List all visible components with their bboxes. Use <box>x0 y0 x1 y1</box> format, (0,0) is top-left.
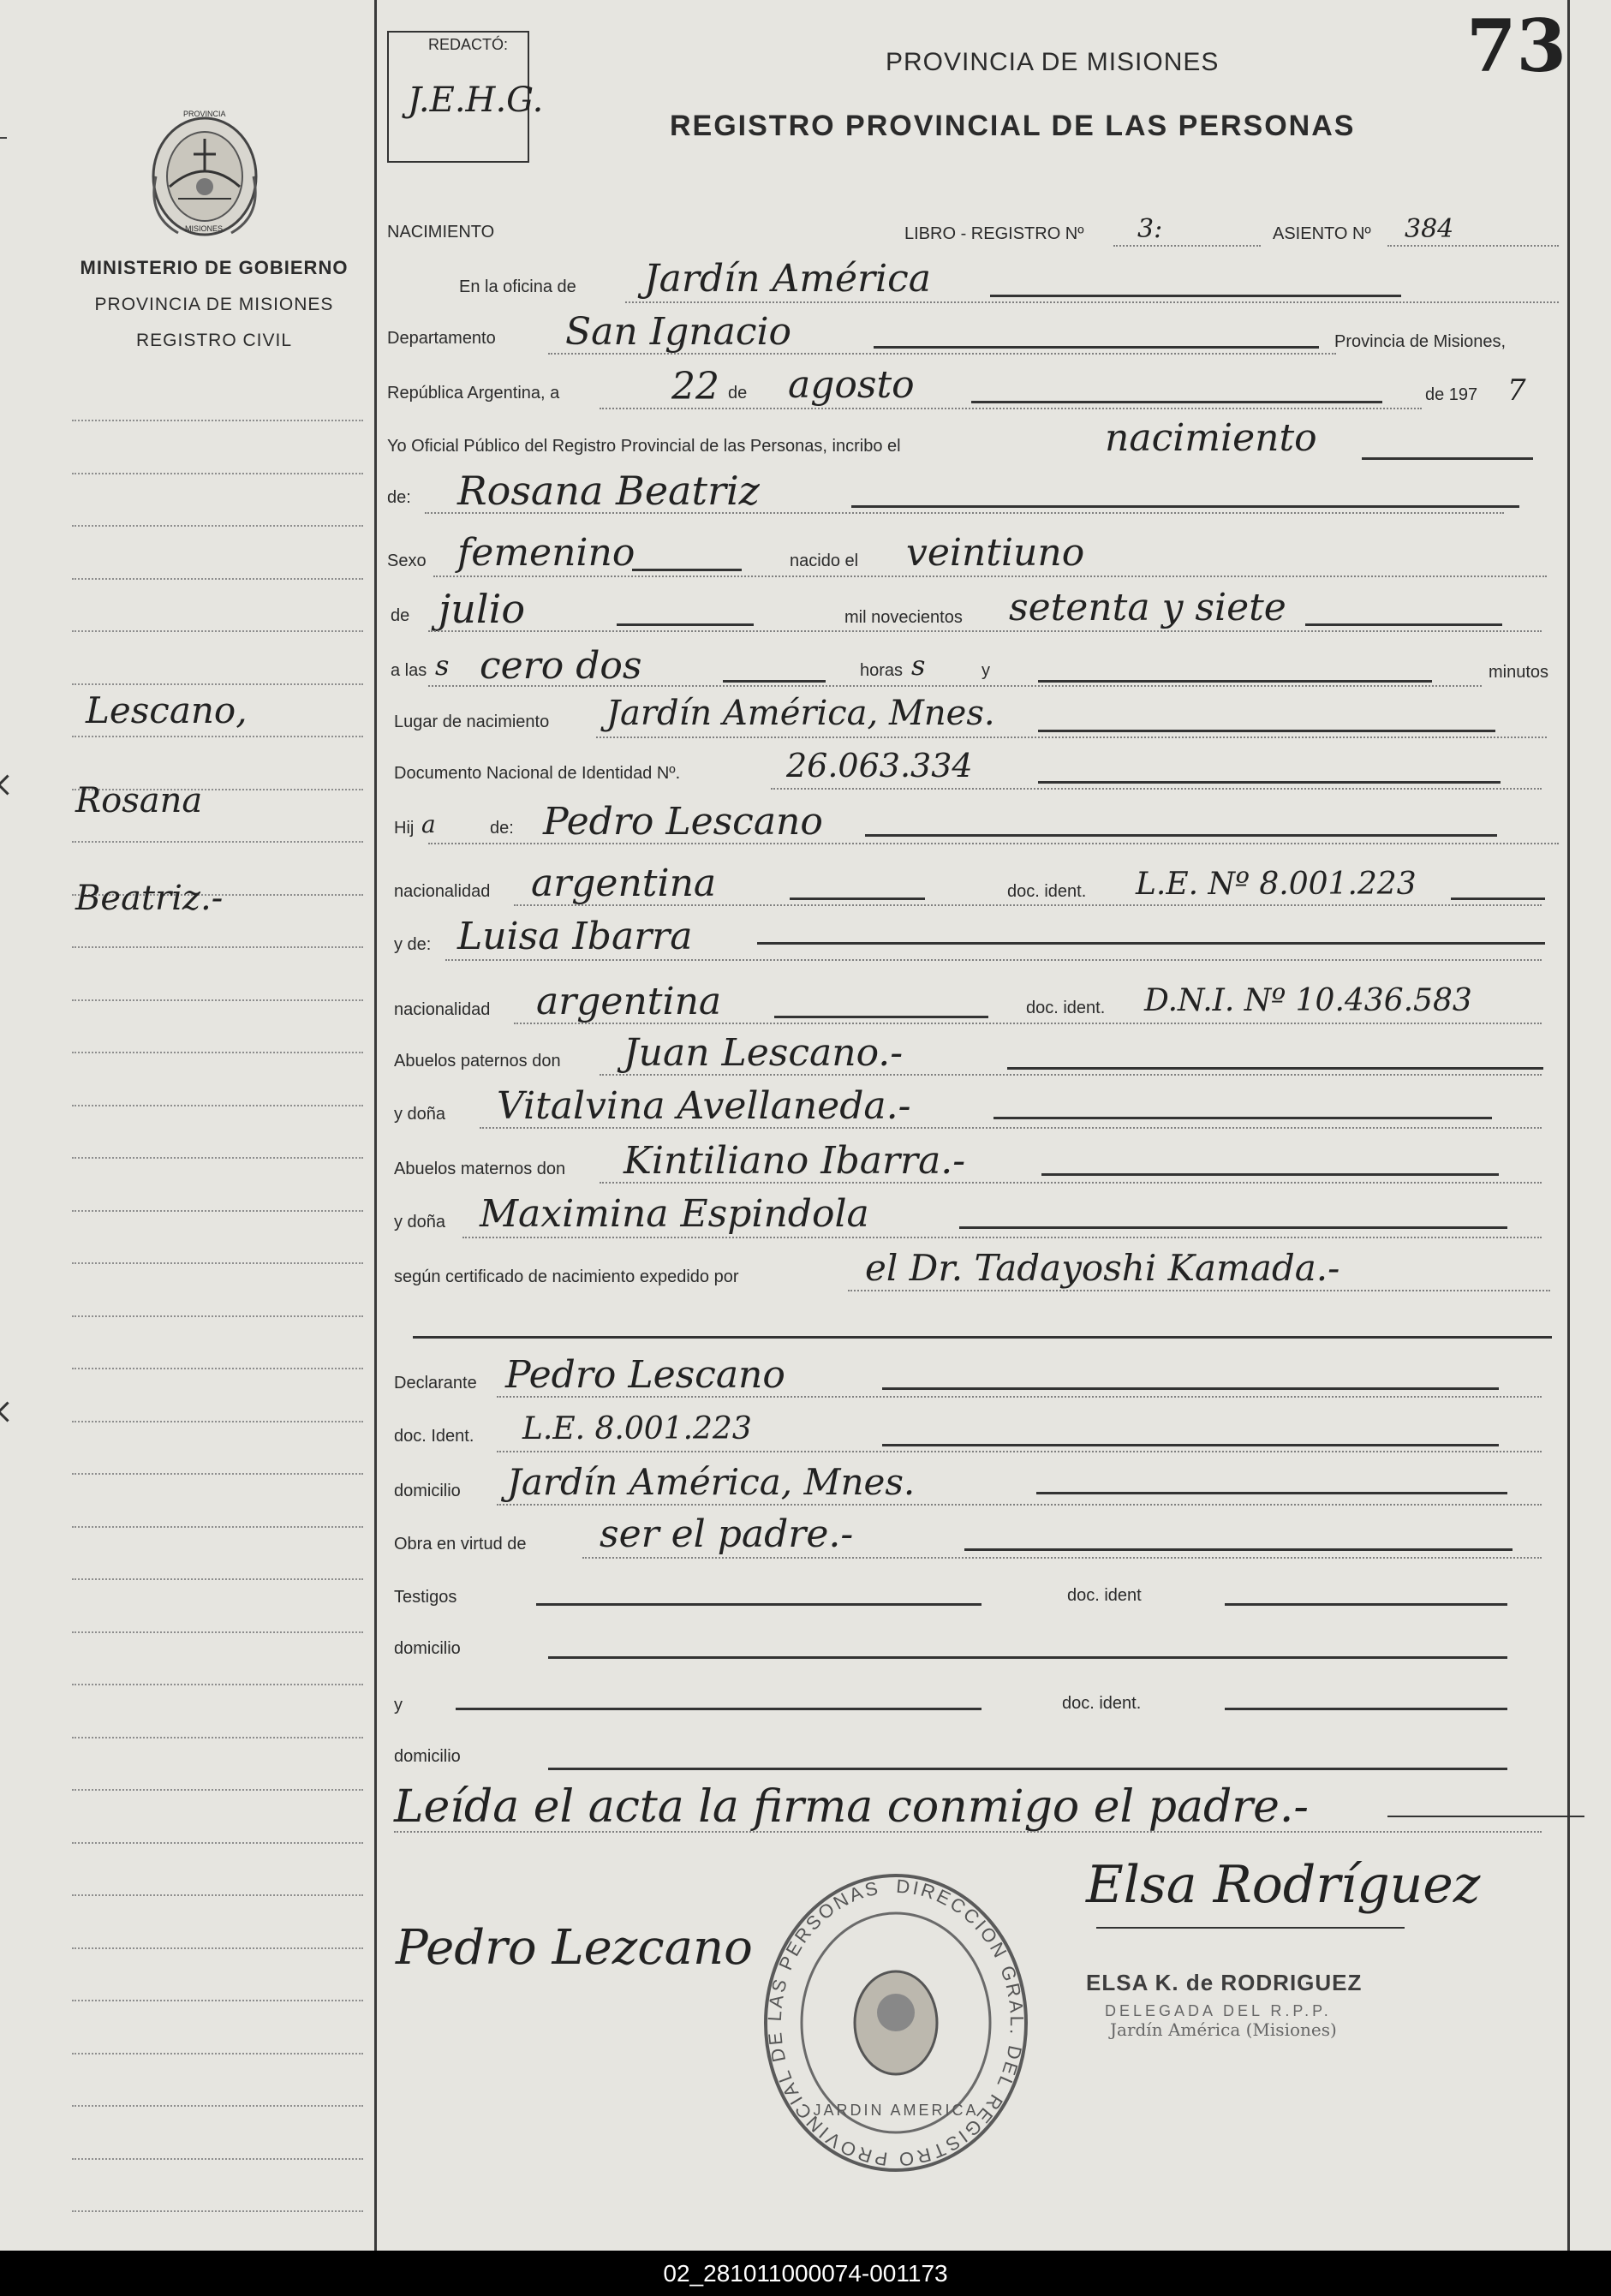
obra-line <box>582 1557 1542 1559</box>
nac-madre-value: argentina <box>536 980 722 1023</box>
domicilio-dash <box>1036 1492 1507 1494</box>
sexo-value: femenino <box>457 531 635 575</box>
oval-registry-stamp <box>759 1867 1033 2175</box>
testigos-label: Testigos <box>394 1588 457 1607</box>
libro-label: LIBRO - REGISTRO Nº <box>904 224 1084 243</box>
doc-padre-value: L.E. Nº 8.001.223 <box>1136 867 1417 902</box>
ab-pat-dona-line <box>480 1127 1542 1129</box>
edge-tick <box>0 137 7 139</box>
sexo-label: Sexo <box>387 552 427 570</box>
footer-id: 02_281011000074-001173 <box>0 2251 1611 2296</box>
departamento-label: Departamento <box>387 329 496 348</box>
ab-mat-value: Kintiliano Ibarra.- <box>624 1139 966 1183</box>
ab-mat-dona-value: Maximina Espindola <box>480 1192 869 1236</box>
margin-row-line <box>72 1789 363 1791</box>
dni-value: 26.063.334 <box>786 747 973 784</box>
margin-row-line <box>72 1157 363 1159</box>
seal-ring-bottom: MISIONES <box>185 224 224 233</box>
oficina-line <box>625 301 1559 303</box>
obra-value: ser el padre.- <box>600 1512 854 1556</box>
closing-statement: Leída el acta la firma conmigo el padre.- <box>394 1781 1310 1833</box>
y2-doc-dash <box>1225 1708 1507 1710</box>
nac-madre-label: nacionalidad <box>394 1000 491 1019</box>
official-signature: Elsa Rodríguez <box>1086 1855 1481 1915</box>
hora-line <box>428 685 1482 687</box>
ab-pat-dona-dash <box>993 1117 1492 1119</box>
ydona2-label: y doña <box>394 1213 446 1231</box>
margin-row-line <box>72 999 363 1001</box>
doc-madre-label: doc. ident. <box>1026 999 1106 1017</box>
margin-row-line <box>72 1315 363 1317</box>
docident-dash <box>882 1444 1499 1446</box>
closing-line <box>394 1831 1542 1833</box>
declarante-value: Pedro Lescano <box>505 1353 785 1397</box>
docident-label: doc. Ident. <box>394 1427 474 1446</box>
yo-value: nacimiento <box>1105 416 1317 460</box>
horas-label: horas <box>860 661 904 680</box>
lugar-line <box>596 737 1547 738</box>
minutos-dash <box>1038 680 1432 683</box>
doc-madre-value: D.N.I. Nº 10.436.583 <box>1144 983 1472 1018</box>
declarante-line <box>497 1396 1542 1398</box>
oval-stamp-ring-text: DIRECCION GRAL. DEL REGISTRO PROVINCIAL DE LAS PERSONAS <box>763 1875 1028 2171</box>
hijo-label: Hij <box>394 819 415 838</box>
nombre-line <box>425 512 1504 514</box>
margin-surname: Lescano, <box>86 689 248 731</box>
oficina-label: En la oficina de <box>459 277 576 296</box>
seal-ring-top: PROVINCIA <box>183 110 226 118</box>
yo-dash <box>1362 457 1533 460</box>
de3-label: de <box>391 606 410 625</box>
dni-label: Documento Nacional de Identidad Nº. <box>394 764 681 783</box>
lugar-dash <box>1038 730 1495 732</box>
hijo-suffix: a <box>421 810 436 838</box>
margin-row-line <box>72 2000 363 2001</box>
asiento-value: 384 <box>1405 214 1454 244</box>
margin-row-line <box>72 2105 363 2107</box>
mes-value: agosto <box>788 363 915 407</box>
y-label: y <box>982 661 990 680</box>
header-province: PROVINCIA DE MISIONES <box>886 48 1220 76</box>
ab-pat-line <box>600 1074 1542 1076</box>
declarante-dash <box>882 1387 1499 1390</box>
ab-pat-value: Juan Lescano.- <box>624 1031 904 1075</box>
registro-civil-label: REGISTRO CIVIL <box>135 331 293 350</box>
cert-line <box>848 1290 1550 1291</box>
departamento-line <box>548 353 1336 355</box>
margin-row-line <box>72 841 363 843</box>
margin-row-line <box>72 1473 363 1475</box>
yde-label: y de: <box>394 935 432 954</box>
margin-row-line <box>72 525 363 527</box>
margin-row-line <box>72 1578 363 1580</box>
margin-row-line <box>72 630 363 632</box>
padre-value: Pedro Lescano <box>543 800 823 844</box>
domicilio-line <box>497 1504 1542 1506</box>
asiento-label: ASIENTO Nº <box>1273 224 1371 243</box>
republica-line <box>600 408 1422 409</box>
libro-line <box>1113 245 1261 247</box>
margin-row-line <box>72 946 363 948</box>
lugar-value: Jardín América, Mnes. <box>606 694 995 733</box>
margin-row-line <box>72 1526 363 1528</box>
cert-label: según certificado de nacimiento expedido por <box>394 1267 739 1286</box>
madre-line <box>445 959 1542 961</box>
yo-label: Yo Oficial Público del Registro Provincial de las Personas, incribo el <box>387 437 901 456</box>
margin-row-line <box>72 1842 363 1844</box>
de4-label: de: <box>490 819 514 838</box>
margin-row-line <box>72 473 363 474</box>
margin-name-1: Rosana <box>75 781 203 820</box>
padre-dash <box>865 834 1497 837</box>
closing-underline <box>1387 1816 1584 1817</box>
nombre-dash <box>851 505 1519 508</box>
domicilio2-label: domicilio <box>394 1639 461 1658</box>
sexo-dash <box>632 569 742 571</box>
mes-nac-line <box>428 630 1542 632</box>
padre-line <box>428 843 1559 844</box>
nac-padre-label: nacionalidad <box>394 882 491 901</box>
margin-row-line <box>72 2210 363 2212</box>
record-title: NACIMIENTO <box>387 223 495 242</box>
de2-label: de: <box>387 488 411 507</box>
ab-mat-line <box>600 1182 1542 1184</box>
margin-row-line <box>72 578 363 580</box>
asiento-line <box>1387 245 1559 247</box>
ab-pat-dona-value: Vitalvina Avellaneda.- <box>497 1084 911 1128</box>
ab-mat-dona-dash <box>959 1226 1507 1229</box>
lugar-label: Lugar de nacimiento <box>394 713 550 731</box>
official-signature-line <box>1096 1927 1405 1929</box>
margin-name-2: Beatriz.- <box>75 879 224 918</box>
departamento-dash <box>874 346 1319 349</box>
anio-digit: 7 <box>1507 373 1526 408</box>
madre-value: Luisa Ibarra <box>457 915 693 958</box>
redacto-box <box>387 31 544 163</box>
government-seal <box>144 104 266 242</box>
margin-row-line <box>72 1368 363 1369</box>
nac-madre-line <box>514 1023 1542 1024</box>
cert-dash-2 <box>413 1336 1552 1339</box>
dni-dash <box>1038 781 1501 784</box>
horas-suffix: s <box>911 649 926 682</box>
ab-mat-label: Abuelos maternos don <box>394 1160 566 1178</box>
stamp-name: ELSA K. de RODRIGUEZ <box>1086 1970 1363 1995</box>
margin-row-line <box>72 1737 363 1738</box>
doc-padre-label: doc. ident. <box>1007 882 1087 901</box>
margin-row-line <box>72 1684 363 1685</box>
obra-dash <box>964 1548 1513 1551</box>
anio-nac-value: setenta y siete <box>1009 586 1286 629</box>
obra-label: Obra en virtud de <box>394 1535 527 1554</box>
ydona-label: y doña <box>394 1105 446 1124</box>
margin-row-line <box>72 1947 363 1949</box>
domicilio-value: Jardín América, Mnes. <box>507 1461 916 1503</box>
nacido-label: nacido el <box>790 552 859 570</box>
margin-row-line <box>72 736 363 737</box>
margin-row-line <box>72 1210 363 1212</box>
cert-value: el Dr. Tadayoshi Kamada.- <box>865 1247 1340 1289</box>
domicilio-label: domicilio <box>394 1482 461 1500</box>
anio-label: de 197 <box>1425 385 1478 404</box>
ab-pat-label: Abuelos paternos don <box>394 1052 561 1070</box>
margin-row-line <box>72 1052 363 1053</box>
declarante-signature: Pedro Lezcano <box>396 1920 753 1976</box>
y2-label: y <box>394 1696 403 1715</box>
dia-value: 22 <box>671 365 719 409</box>
de-label: de <box>728 384 748 403</box>
doc-ident-label-3: doc. ident. <box>1062 1694 1142 1713</box>
nacido-value: veintiuno <box>906 531 1085 575</box>
ministry-label: MINISTERIO DE GOBIERNO <box>80 257 349 278</box>
oval-stamp-center-text: JARDIN AMERICA <box>813 2102 979 2119</box>
doc-padre-dash <box>1451 898 1545 900</box>
madre-dash <box>757 942 1545 945</box>
testigos-doc-dash <box>1225 1603 1507 1606</box>
margin-bracket-mark-2 <box>0 1401 18 1422</box>
a-las-label: a las <box>391 661 427 680</box>
republica-label: República Argentina, a <box>387 384 560 403</box>
sexo-line <box>433 575 1547 577</box>
testigos-dash <box>536 1603 982 1606</box>
redacto-initials: J.E.H.G. <box>408 81 544 120</box>
anio-nac-dash <box>1305 623 1502 626</box>
docident-line <box>497 1451 1542 1452</box>
nombre-value: Rosana Beatriz <box>457 468 760 514</box>
oficina-value: Jardín América <box>644 257 931 301</box>
redacto-label: REDACTÓ: <box>428 36 509 53</box>
republica-dash <box>971 401 1382 403</box>
nac-madre-dash <box>774 1016 988 1018</box>
margin-row-line <box>72 2158 363 2160</box>
libro-value: 3: <box>1137 214 1163 244</box>
nac-padre-dash <box>790 898 925 900</box>
hora-dash <box>723 680 826 683</box>
margin-row-line <box>72 1262 363 1264</box>
page-number: 73 <box>1466 3 1566 88</box>
departamento-value: San Ignacio <box>565 310 792 354</box>
minutos-label: minutos <box>1489 663 1549 682</box>
margin-row-line <box>72 1631 363 1633</box>
mes-nac-dash <box>617 623 754 626</box>
stamp-title: DELEGADA DEL R.P.P. <box>1105 2002 1332 2019</box>
header-registry: REGISTRO PROVINCIAL DE LAS PERSONAS <box>670 110 1356 142</box>
hora-value: cero dos <box>480 644 642 688</box>
margin-bracket-mark <box>0 774 18 795</box>
domicilio2-dash <box>548 1656 1507 1659</box>
docident-value: L.E. 8.001.223 <box>522 1411 752 1446</box>
ab-pat-dash <box>1007 1067 1543 1070</box>
dni-line <box>771 788 1542 790</box>
margin-row-line <box>72 420 363 421</box>
declarante-label: Declarante <box>394 1374 477 1393</box>
margin-row-line <box>72 1105 363 1106</box>
margin-rule-right <box>1567 0 1570 2251</box>
nac-padre-value: argentina <box>531 862 717 905</box>
y2-dash <box>456 1708 982 1710</box>
domicilio3-dash <box>548 1768 1507 1770</box>
margin-row-line <box>72 1894 363 1896</box>
domicilio3-label: domicilio <box>394 1747 461 1766</box>
mes-nac-value: julio <box>439 586 526 632</box>
ab-mat-dash <box>1041 1173 1499 1176</box>
doc-ident-label-2: doc. ident <box>1067 1586 1142 1605</box>
nac-padre-line <box>514 904 1542 906</box>
ab-mat-dona-line <box>462 1237 1542 1238</box>
stamp-place: Jardín América (Misiones) <box>1110 2019 1337 2040</box>
left-province-label: PROVINCIA DE MISIONES <box>94 295 334 314</box>
margin-row-line <box>72 2053 363 2054</box>
a-las-suffix: s <box>435 649 450 682</box>
margin-row-line <box>72 683 363 685</box>
oficina-dash <box>990 295 1401 297</box>
provincia-label: Provincia de Misiones, <box>1334 332 1507 351</box>
mil-label: mil novecientos <box>844 608 963 627</box>
margin-row-line <box>72 1421 363 1422</box>
